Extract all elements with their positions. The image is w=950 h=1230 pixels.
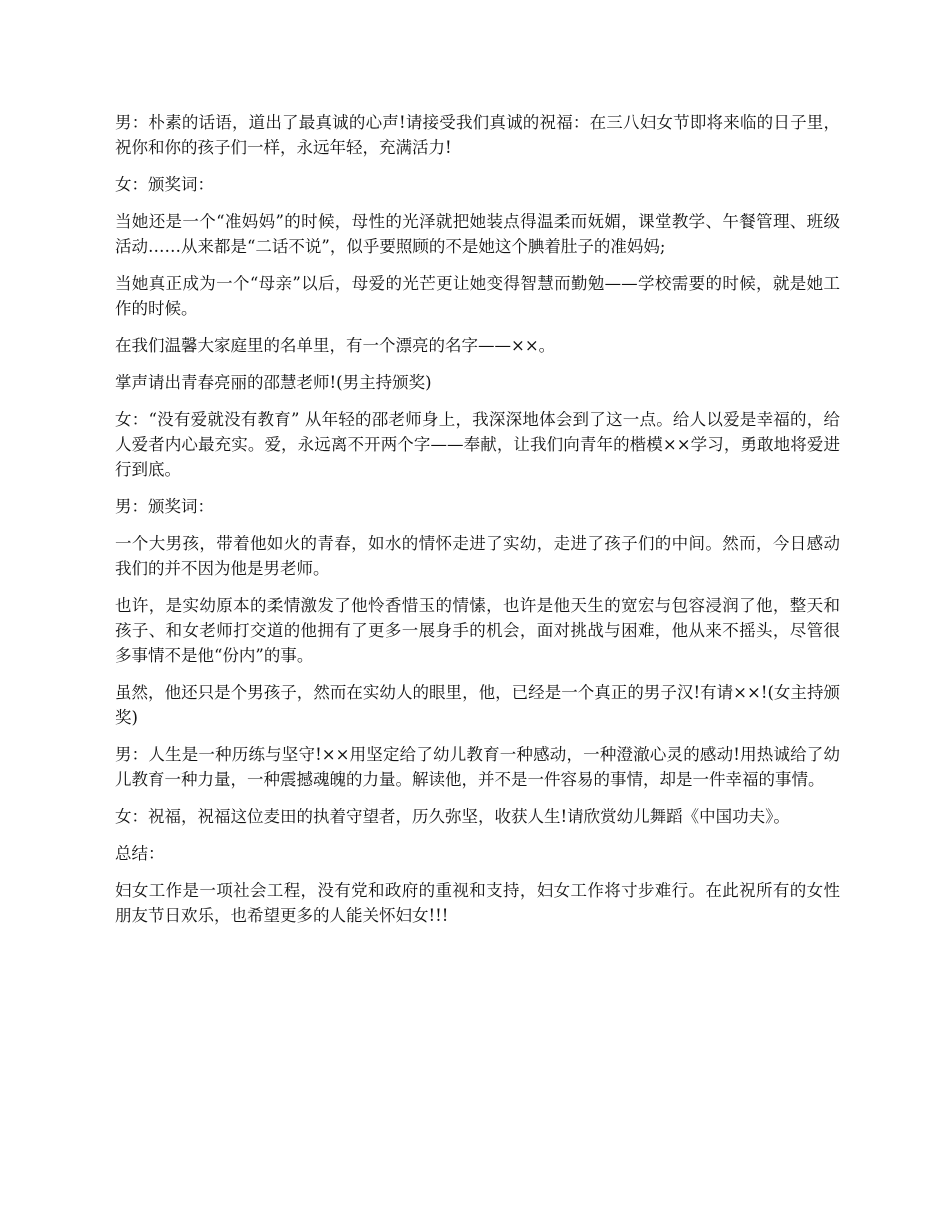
paragraph-14: 总结：	[115, 844, 165, 863]
paragraph-13: 女：祝福，祝福这位麦田的执着守望者，历久弥坚，收获人生!请欣赏幼儿舞蹈《中国功夫》。	[115, 807, 790, 826]
paragraph-6: 掌声请出青春亮丽的邵慧老师!(男主持颁奖)	[115, 373, 432, 392]
paragraph-8: 男：颁奖词：	[115, 497, 214, 516]
paragraph-2: 女：颁奖词：	[115, 175, 214, 194]
paragraph-9: 一个大男孩，带着他如火的青春，如水的情怀走进了实幼，走进了孩子们的中间。然而，今日感动我们的并不因为他是男老师。	[115, 534, 840, 578]
paragraph-4: 当她真正成为一个“母亲”以后，母爱的光芒更让她变得智慧而勤勉——学校需要的时候，就是她工作的时候。	[115, 274, 840, 318]
paragraph-7: 女：“没有爱就没有教育” 从年轻的邵老师身上，我深深地体会到了这一点。给人以爱是幸福的，给人爱者内心最充实。爱，永远离不开两个字——奉献，让我们向青年的楷模××学习，勇敢地将爱进行到底。	[115, 410, 840, 479]
paragraph-10: 也许，是实幼原本的柔情激发了他怜香惜玉的情愫，也许是他天生的宽宏与包容浸润了他，整天和孩子、和女老师打交道的他拥有了更多一展身手的机会，面对挑战与困难，他从来不摇头，尽管很多事情不是他“份内”的事。	[115, 596, 840, 665]
paragraph-3: 当她还是一个“准妈妈”的时候，母性的光泽就把她装点得温柔而妩媚，课堂教学、午餐管理、班级活动……从来都是“二话不说”，似乎要照顾的不是她这个腆着肚子的准妈妈;	[115, 212, 840, 256]
paragraph-5: 在我们温馨大家庭里的名单里，有一个漂亮的名字——××。	[115, 336, 556, 355]
document-body	[115, 110, 840, 940]
paragraph-1: 男：朴素的话语，道出了最真诚的心声!请接受我们真诚的祝福：在三八妇女节即将来临的日子里，祝你和你的孩子们一样，永远年轻，充满活力!	[115, 113, 840, 157]
paragraph-12: 男：人生是一种历练与坚守!××用坚定给了幼儿教育一种感动，一种澄澈心灵的感动!用热诚给了幼儿教育一种力量，一种震撼魂魄的力量。解读他，并不是一件容易的事情，却是一件幸福的事情。	[115, 745, 840, 789]
paragraph-15: 妇女工作是一项社会工程，没有党和政府的重视和支持，妇女工作将寸步难行。在此祝所有的女性朋友节日欢乐，也希望更多的人能关怀妇女!!!	[115, 881, 840, 925]
paragraph-11: 虽然，他还只是个男孩子，然而在实幼人的眼里，他，已经是一个真正的男子汉!有请××!(女主持颁奖)	[115, 683, 840, 727]
